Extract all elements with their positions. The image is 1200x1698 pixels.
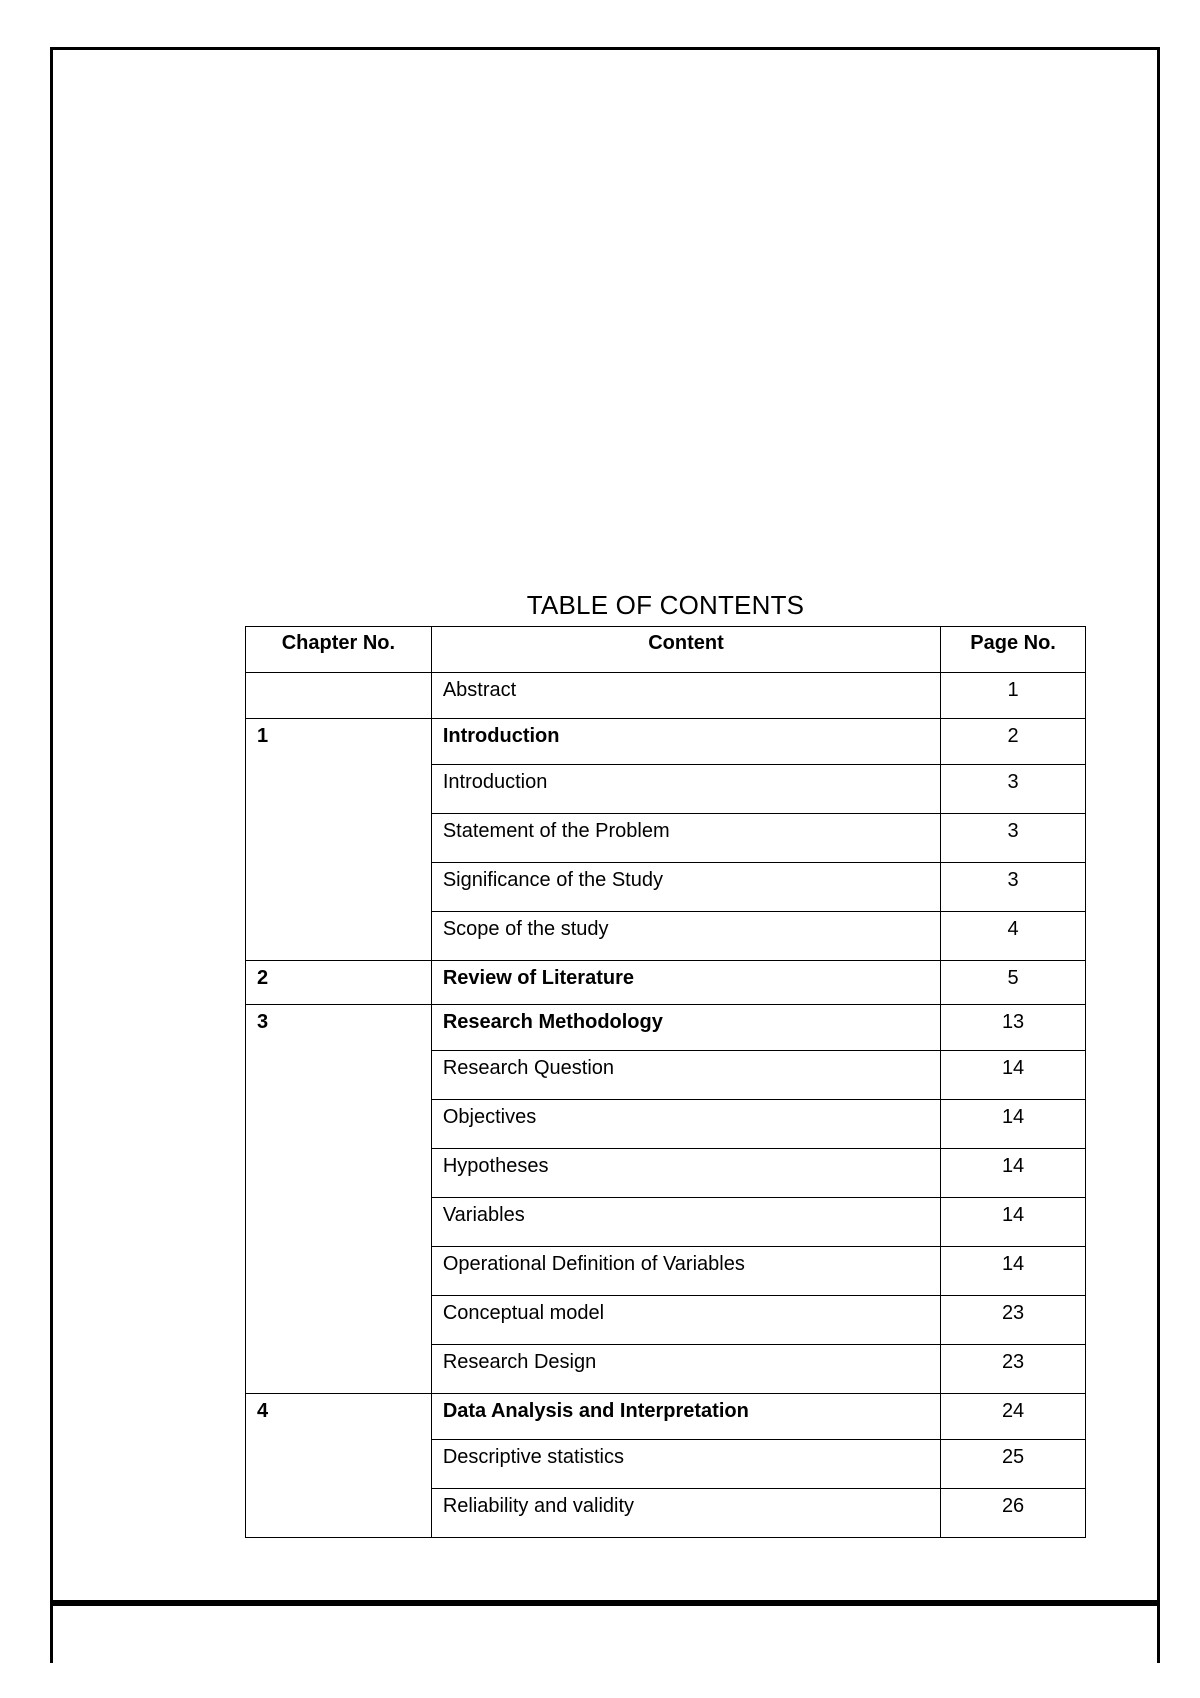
content-cell: Reliability and validity	[431, 1489, 940, 1538]
toc-title: TABLE OF CONTENTS	[526, 590, 805, 620]
content-cell: Data Analysis and Interpretation	[431, 1394, 940, 1440]
content-cell: Abstract	[431, 673, 940, 719]
table-row	[246, 1005, 1086, 1051]
content-cell: Descriptive statistics	[431, 1440, 940, 1489]
page-cell: 23	[941, 1296, 1086, 1345]
page-cell: 23	[941, 1345, 1086, 1394]
content-cell: Hypotheses	[431, 1149, 940, 1198]
content-cell: Scope of the study	[431, 912, 940, 961]
table-row	[246, 719, 1086, 765]
content-cell: Objectives	[431, 1100, 940, 1149]
content-cell: Operational Definition of Variables	[431, 1247, 940, 1296]
content-cell: Statement of the Problem	[431, 814, 940, 863]
table-row	[246, 673, 1086, 719]
content-cell: Variables	[431, 1198, 940, 1247]
page-cell: 5	[941, 961, 1086, 1005]
content-cell: Significance of the Study	[431, 863, 940, 912]
page-cell: 3	[941, 765, 1086, 814]
page-cell: 3	[941, 863, 1086, 912]
page-cell: 14	[941, 1100, 1086, 1149]
chapter-cell: 3	[246, 1005, 432, 1394]
content-cell: Research Design	[431, 1345, 940, 1394]
content-cell: Research Methodology	[431, 1005, 940, 1051]
content-cell: Review of Literature	[431, 961, 940, 1005]
chapter-cell: 1	[246, 719, 432, 961]
content-cell: Research Question	[431, 1051, 940, 1100]
content-cell: Introduction	[431, 719, 940, 765]
page-cell: 13	[941, 1005, 1086, 1051]
chapter-cell: 2	[246, 961, 432, 1005]
page-cell: 1	[941, 673, 1086, 719]
page-cell: 4	[941, 912, 1086, 961]
page-cell: 25	[941, 1440, 1086, 1489]
page-cell: 14	[941, 1149, 1086, 1198]
page-cell: 14	[941, 1247, 1086, 1296]
toc-table	[245, 626, 1086, 1538]
content-cell: Introduction	[431, 765, 940, 814]
page-cell: 14	[941, 1198, 1086, 1247]
footer-left-edge	[50, 1603, 53, 1663]
table-row	[246, 961, 1086, 1005]
page-cell: 24	[941, 1394, 1086, 1440]
page-cell: 14	[941, 1051, 1086, 1100]
footer-right-edge	[1157, 1603, 1160, 1663]
chapter-cell: 4	[246, 1394, 432, 1538]
content-cell: Conceptual model	[431, 1296, 940, 1345]
chapter-cell	[246, 673, 432, 719]
toc-header-row	[246, 627, 1086, 673]
header-page: Page No.	[941, 627, 1086, 673]
page-cell: 3	[941, 814, 1086, 863]
page-cell: 26	[941, 1489, 1086, 1538]
header-content: Content	[431, 627, 940, 673]
table-row	[246, 1394, 1086, 1440]
page-cell: 2	[941, 719, 1086, 765]
header-chapter: Chapter No.	[246, 627, 432, 673]
footer-rule	[50, 1603, 1160, 1606]
